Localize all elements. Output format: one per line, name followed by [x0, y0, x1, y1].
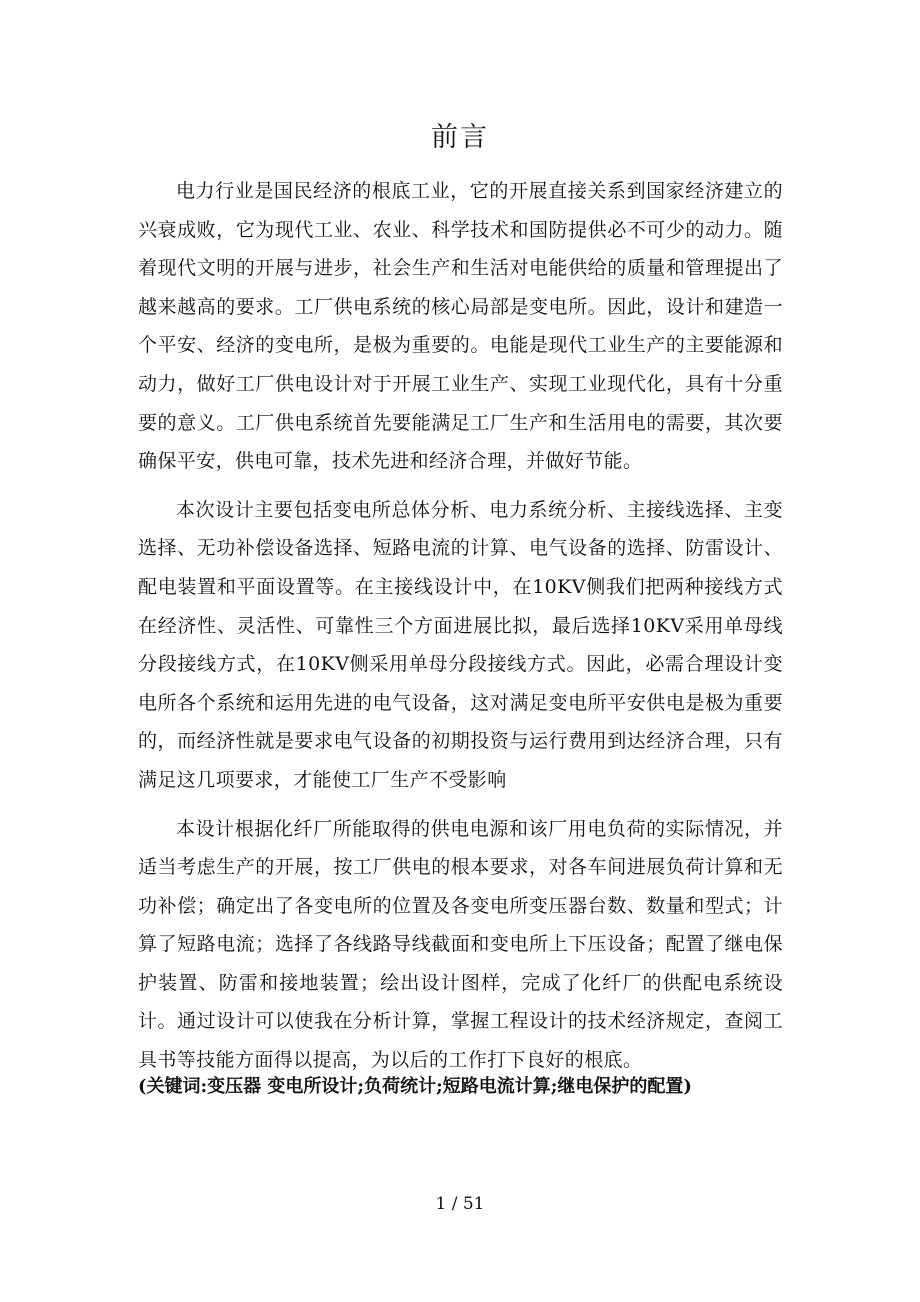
keywords-line: (关键词:变压器 变电所设计;负荷统计;短路电流计算;继电保护的配置) — [138, 1076, 692, 1097]
body-text — [138, 172, 783, 1090]
paragraph-1: 电力行业是国民经济的根底工业，它的开展直接关系到国家经济建立的兴衰成败，它为现代工业、农业、科学技术和国防提供必不可少的动力。随着现代文明的开展与进步，社会生产和生活对电能供给的质量和管理提出了越来越高的要求。工厂供电系统的核心局部是变电所。因此，设计和建造一个平安、经济的变电所，是极为重要的。电能是现代工业生产的主要能源和动力，做好工厂供电设计对于开展工业生产、实现工业现代化，具有十分重要的意义。工厂供电系统首先要能满足工厂生产和生活用电的需要，其次要确保平安，供电可靠，技术先进和经济合理，并做好节能。 — [138, 180, 783, 473]
page-number: 1 / 51 — [435, 1194, 485, 1214]
paragraph-3: 本设计根据化纤厂所能取得的供电电源和该厂用电负荷的实际情况，并适当考虑生产的开展，按工厂供电的根本要求，对各车间进展负荷计算和无功补偿；确定出了各变电所的位置及各变电所变压器台数、数量和型式；计算了短路电流；选择了各线路导线截面和变电所上下压设备；配置了继电保护装置、防雷和接地装置；绘出设计图样，完成了化纤厂的供配电系统设计。通过设计可以使我在分析计算，掌握工程设计的技术经济规定，查阅工具书等技能方面得以提高，为以后的工作打下良好的根底。 — [138, 817, 783, 1072]
paragraph-2: 本次设计主要包括变电所总体分析、电力系统分析、主接线选择、主变选择、无功补偿设备选择、短路电流的计算、电气设备的选择、防雷设计、配电装置和平面设置等。在主接线设计中，在10KV侧我们把两种接线方式在经济性、灵活性、可靠性三个方面进展比拟，最后选择10KV采用单母线分段接线方式，在10KV侧采用单母分段接线方式。因此，必需合理设计变电所各个系统和运用先进的电气设备，这对满足变电所平安供电是极为重要的，而经济性就是要求电气设备的初期投资与运行费用到达经济合理，只有满足这几项要求，才能使工厂生产不受影响 — [138, 498, 783, 791]
page-title: 前言 — [431, 122, 489, 153]
